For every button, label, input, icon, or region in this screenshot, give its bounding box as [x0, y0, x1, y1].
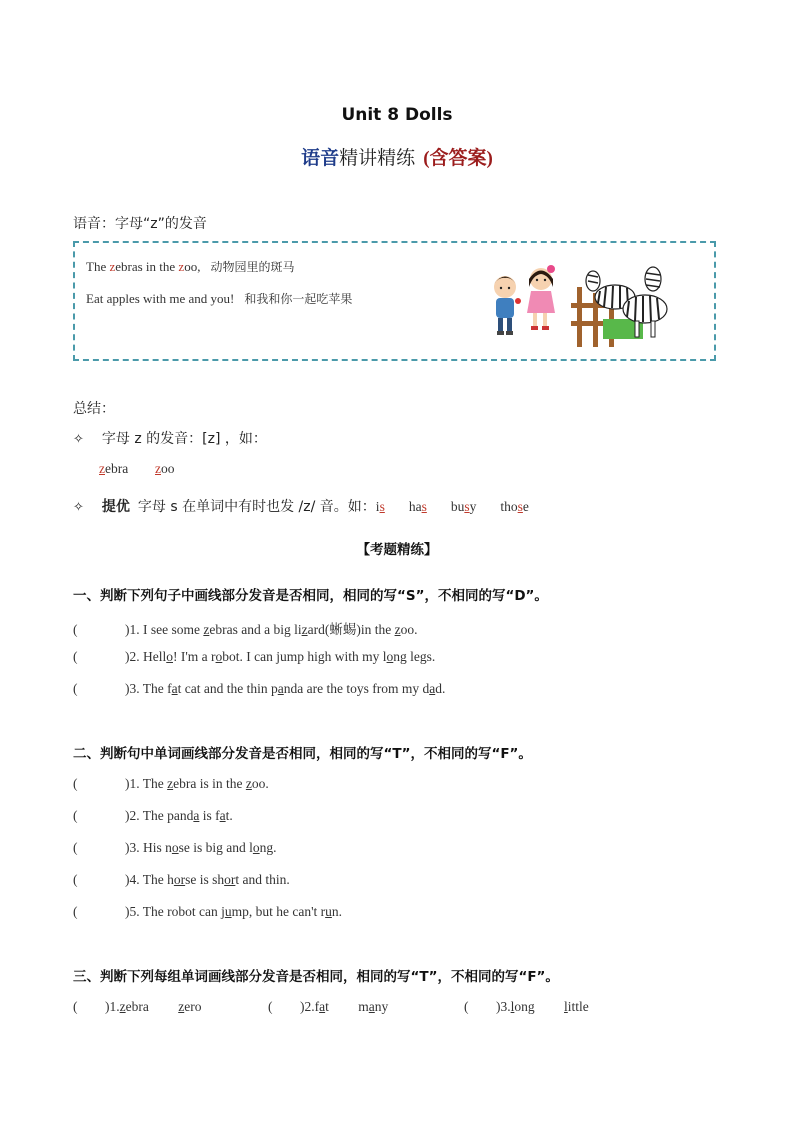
section-2-heading: 二、判断句中单词画线部分发音是否相同，相同的写“T”，不相同的写“F”。 [73, 746, 532, 762]
chant-line-2: Eat apples with me and you! 和我和你一起吃苹果 [86, 291, 353, 306]
subtitle-phonics: 语音 [301, 148, 340, 169]
subtitle-practice: 精讲精练 [339, 148, 416, 169]
s-word-is: is [375, 499, 385, 514]
s2-question-3: ( )3. His nose is big and long. [73, 840, 277, 855]
s-word-has: has [408, 499, 427, 514]
s1-question-3: ( )3. The fat cat and the thin panda are the toys from my dad. [73, 681, 446, 696]
s2-question-5: ( )5. The robot can jump, but he can't run. [73, 904, 343, 919]
summary-bullet-1: ✧ 字母 z 的发音：[z] ，如： [73, 431, 267, 447]
s1-question-2: ( )2. Hello! I'm a robot. I can jump high with my long legs. [73, 649, 436, 664]
s3-question-2: ( )2.fat many [268, 999, 389, 1014]
s2-question-2: ( )2. The panda is fat. [73, 808, 233, 823]
phonics-label: 语音：字母“z”的发音 [73, 216, 207, 232]
chant-line-1: The zebras in the zoo, 动物园里的斑马 [86, 259, 295, 274]
summary-bullet-2: ✧ 提优 字母 s 在单词中有时也发 /z/ 音。如：is has busy those [73, 499, 529, 515]
diamond-bullet-icon: ✧ [73, 432, 84, 447]
s-word-busy: busy [450, 499, 477, 514]
kids-and-zebras-illustration [485, 257, 675, 353]
section-1-heading: 一、判断下列句子中画线部分发音是否相同，相同的写“S”，不相同的写“D”。 [73, 588, 548, 604]
s3-question-1: ( )1.zebra zero [73, 999, 202, 1014]
diamond-bullet-icon: ✧ [73, 500, 84, 515]
s-word-those: those [500, 499, 529, 514]
subtitle-answers: (含答案) [423, 148, 493, 169]
s1-question-1: ( )1. I see some zebras and a big lizard(蜥蜴)in the zoo. [73, 622, 418, 637]
summary-examples: zebra zoo [99, 461, 175, 476]
page-title: Unit 8 Dolls [341, 105, 453, 125]
s2-question-1: ( )1. The zebra is in the zoo. [73, 776, 269, 791]
s2-question-4: ( )4. The horse is short and thin. [73, 872, 290, 887]
page-subtitle [0, 143, 794, 170]
exercise-header: 【考题精练】 [356, 542, 438, 558]
summary-label: 总结： [73, 401, 115, 417]
s3-question-3: ( )3.long little [464, 999, 589, 1014]
section-3-heading: 三、判断下列每组单词画线部分发音是否相同，相同的写“T”，不相同的写“F”。 [73, 969, 559, 985]
girl-figure [527, 265, 555, 330]
chant-box [73, 241, 716, 361]
boy-figure [494, 276, 521, 335]
